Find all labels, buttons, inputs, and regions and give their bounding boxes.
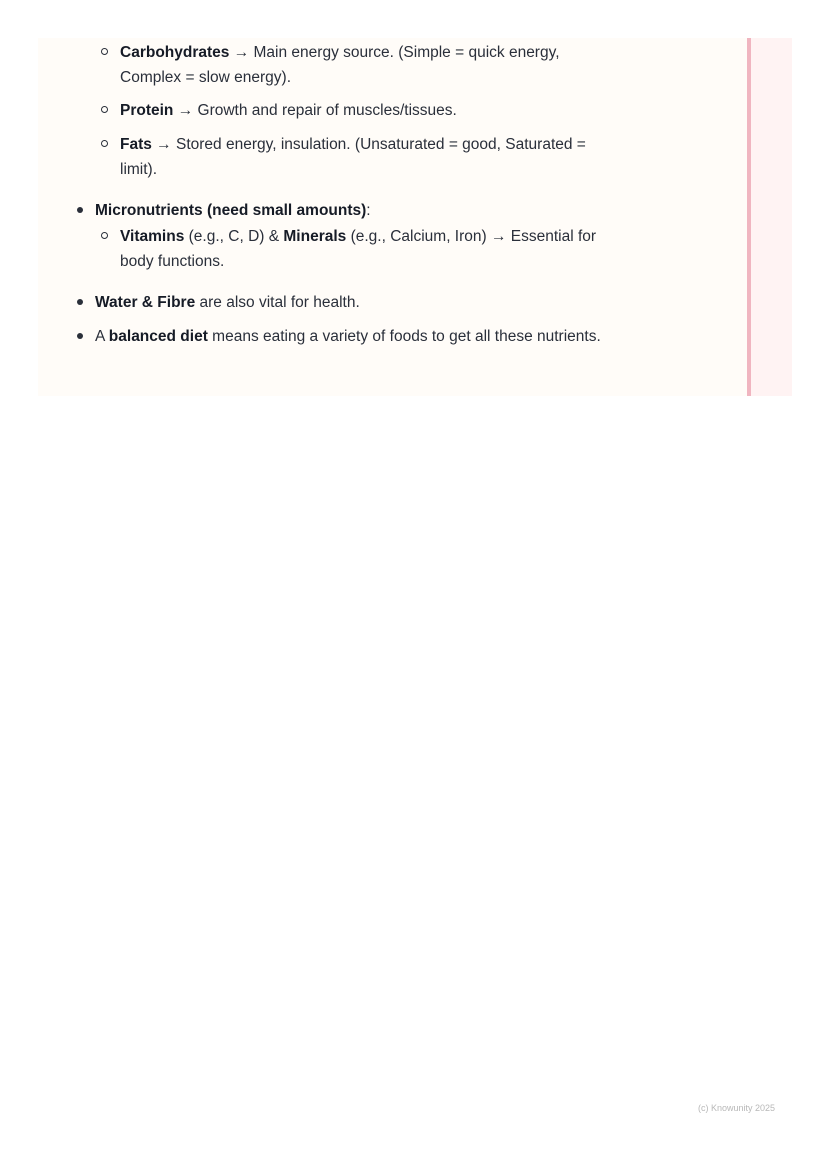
sub-bullet xyxy=(101,140,108,147)
bullet xyxy=(77,299,83,305)
list-item-fats: Fats → Stored energy, insulation. (Unsaturated = good, Saturated = xyxy=(120,136,586,153)
sub-bullet xyxy=(101,106,108,113)
margin-panel xyxy=(747,38,792,396)
copyright-footer: (c) Knowunity 2025 xyxy=(697,1103,775,1113)
list-item-balanced-diet: A balanced diet means eating a variety of foods to get all these nutrients. xyxy=(95,328,601,345)
list-item-vitamins-minerals: Vitamins (e.g., C, D) & Minerals (e.g., Calcium, Iron) → Essential for xyxy=(120,228,597,245)
list-item-water-fibre: Water & Fibre are also vital for health. xyxy=(95,294,360,311)
bullet xyxy=(77,333,83,339)
list-item-fats-cont: limit). xyxy=(120,161,158,178)
sub-bullet xyxy=(101,232,108,239)
margin-line xyxy=(747,38,751,396)
list-item-micronutrients: Micronutrients (need small amounts): xyxy=(95,202,371,219)
list-item-carbohydrates-cont: Complex = slow energy). xyxy=(120,69,291,86)
bullet xyxy=(77,207,83,213)
list-item-protein: Protein → Growth and repair of muscles/tissues. xyxy=(120,102,457,119)
list-item-vitamins-minerals-cont: body functions. xyxy=(120,253,225,270)
sub-bullet xyxy=(101,48,108,55)
list-item-carbohydrates: Carbohydrates → Main energy source. (Simple = quick energy, xyxy=(120,44,560,61)
